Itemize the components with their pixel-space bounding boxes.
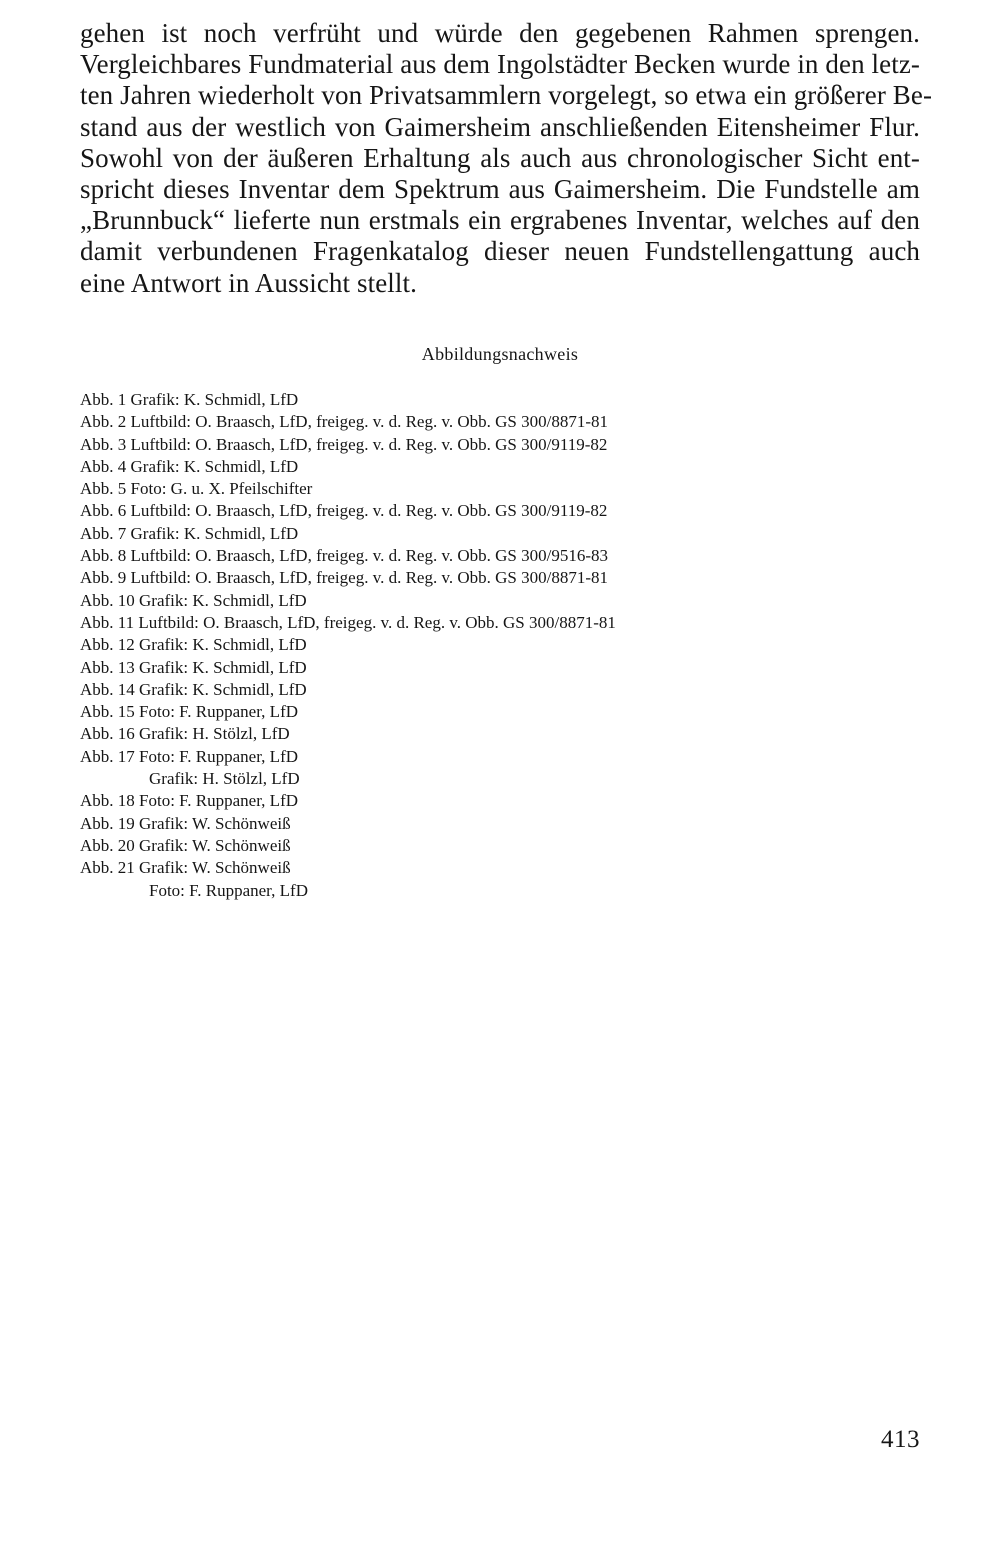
section-heading: Abbildungsnachweis xyxy=(421,344,579,364)
credit-entry: Abb. 2 Luftbild: O. Braasch, LfD, freigeg. v. d. Reg. v. Obb. GS 300/8871-81 xyxy=(80,412,609,432)
credit-entry: Abb. 21 Grafik: W. Schönweiß xyxy=(80,858,291,878)
credit-entry: Abb. 15 Foto: F. Ruppaner, LfD xyxy=(80,702,299,722)
credit-entry: Abb. 9 Luftbild: O. Braasch, LfD, freigeg. v. d. Reg. v. Obb. GS 300/8871-81 xyxy=(80,568,609,588)
credit-entry-continuation: Foto: F. Ruppaner, LfD xyxy=(149,880,308,900)
credit-entry: Abb. 20 Grafik: W. Schönweiß xyxy=(80,835,291,855)
credit-entry: Abb. 12 Grafik: K. Schmidl, LfD xyxy=(80,635,307,655)
credit-entry: Abb. 8 Luftbild: O. Braasch, LfD, freigeg. v. d. Reg. v. Obb. GS 300/9516-83 xyxy=(80,546,609,566)
credit-entry: Abb. 4 Grafik: K. Schmidl, LfD xyxy=(80,456,299,476)
body-line: spricht dieses Inventar dem Spektrum aus Gaimersheim. Die Fundstelle am xyxy=(80,174,920,205)
body-line: stand aus der westlich von Gaimersheim anschließenden Eitensheimer Flur. xyxy=(80,111,920,142)
credit-entry: Abb. 6 Luftbild: O. Braasch, LfD, freigeg. v. d. Reg. v. Obb. GS 300/9119-82 xyxy=(80,501,608,521)
credit-entry: Abb. 18 Foto: F. Ruppaner, LfD xyxy=(80,791,299,811)
credit-entry: Abb. 19 Grafik: W. Schönweiß xyxy=(80,813,291,833)
credit-entry: Abb. 14 Grafik: K. Schmidl, LfD xyxy=(80,679,307,699)
credit-entry: Abb. 17 Foto: F. Ruppaner, LfD xyxy=(80,746,299,766)
credit-entry: Abb. 5 Foto: G. u. X. Pfeilschifter xyxy=(80,479,313,499)
body-line: eine Antwort in Aussicht stellt. xyxy=(80,267,417,298)
page-number: 413 xyxy=(881,1426,920,1453)
body-line: ten Jahren wiederholt von Privatsammlern vorgelegt, so etwa ein größerer Be- xyxy=(80,80,933,111)
body-line: damit verbundenen Fragenkatalog dieser neuen Fundstellengattung auch xyxy=(80,236,920,267)
credit-entry: Abb. 3 Luftbild: O. Braasch, LfD, freigeg. v. d. Reg. v. Obb. GS 300/9119-82 xyxy=(80,434,608,454)
body-paragraph xyxy=(80,18,933,299)
body-line: „Brunnbuck“ lieferte nun erstmals ein ergrabenes Inventar, welches auf den xyxy=(80,205,920,236)
credit-entry: Abb. 16 Grafik: H. Stölzl, LfD xyxy=(80,724,290,744)
credit-entry: Abb. 10 Grafik: K. Schmidl, LfD xyxy=(80,590,307,610)
credit-entry-continuation: Grafik: H. Stölzl, LfD xyxy=(149,769,300,789)
body-line: Sowohl von der äußeren Erhaltung als auch aus chronologischer Sicht ent- xyxy=(80,142,920,173)
figure-credits-list xyxy=(80,389,880,902)
body-line: gehen ist noch verfrüht und würde den gegebenen Rahmen sprengen. xyxy=(80,18,920,48)
body-line: Vergleichbares Fundmaterial aus dem Ingolstädter Becken wurde in den letz- xyxy=(80,49,920,80)
credit-entry: Abb. 7 Grafik: K. Schmidl, LfD xyxy=(80,523,299,543)
credit-entry: Abb. 13 Grafik: K. Schmidl, LfD xyxy=(80,657,307,677)
credit-entry: Abb. 11 Luftbild: O. Braasch, LfD, freigeg. v. d. Reg. v. Obb. GS 300/8871-81 xyxy=(80,612,616,632)
credit-entry: Abb. 1 Grafik: K. Schmidl, LfD xyxy=(80,390,299,409)
